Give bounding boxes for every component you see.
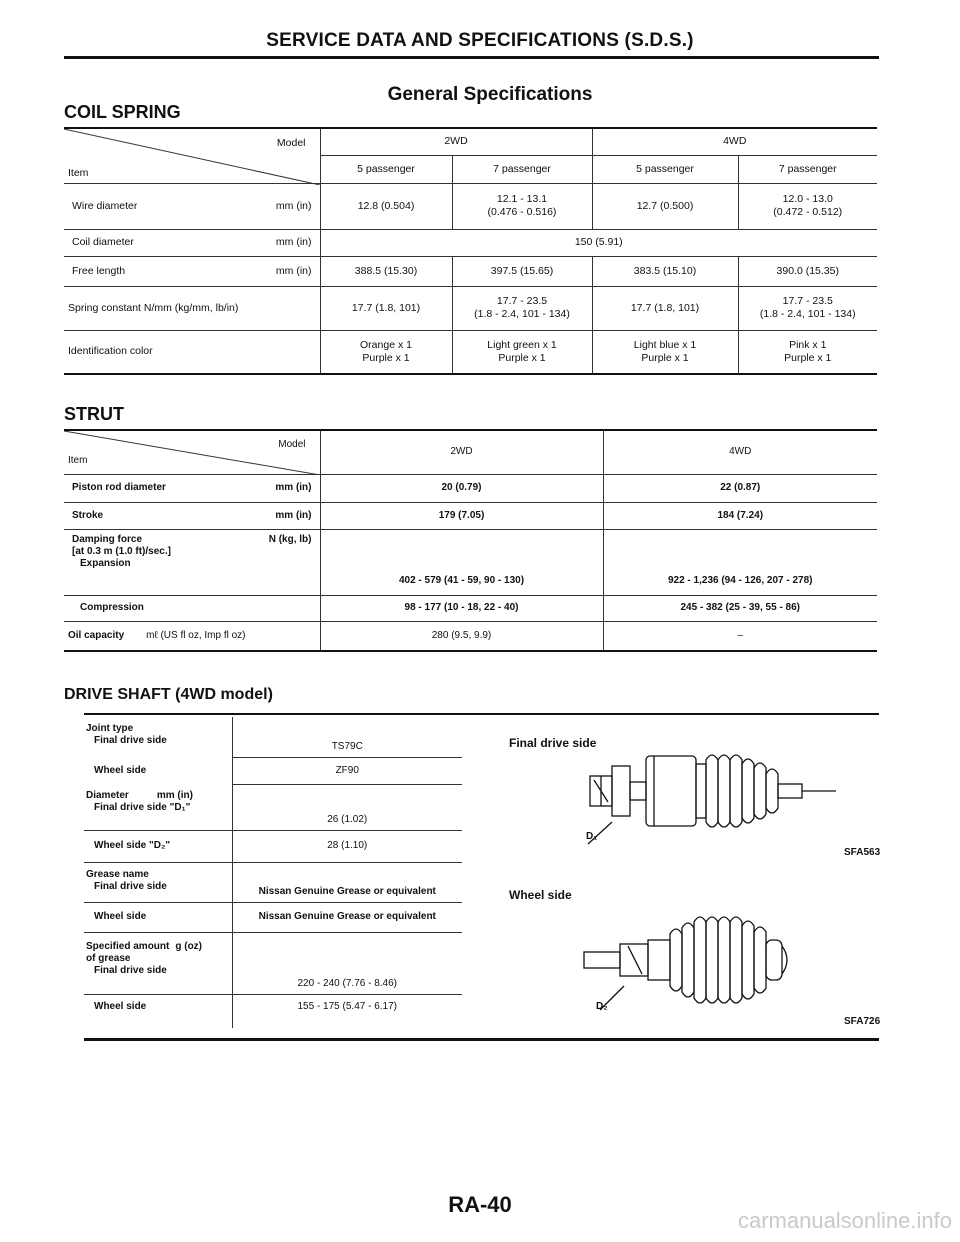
- table-cell: 397.5 (15.65): [452, 256, 592, 286]
- strut-col-4wd: 4WD: [603, 430, 877, 474]
- ds-row-diameter-wheel: Wheel side "D₂" 28 (1.10): [84, 830, 462, 862]
- ds-row-diameter-final: Diameter mm (in) Final drive side "D₁" 26 (1.02): [84, 784, 462, 830]
- coil-group-2wd: 2WD: [320, 128, 592, 155]
- ds-row-amount-final: Specified amount g (oz) of grease Final drive side 220 - 240 (7.76 - 8.46): [84, 932, 462, 994]
- coil-subheader: 7 passenger: [452, 155, 592, 183]
- ds-row-amount-wheel: Wheel side 155 - 175 (5.47 - 6.17): [84, 994, 462, 1028]
- drive-shaft-top-rule: [84, 713, 879, 715]
- ds-row-joint-wheel: Wheel side ZF90: [84, 757, 462, 784]
- table-cell: 28 (1.10): [232, 830, 462, 862]
- strut-corner-item: Item: [68, 455, 88, 466]
- coil-row-free-length: [64, 256, 877, 286]
- sfa726-code: SFA726: [844, 1016, 881, 1027]
- row-label: Free length: [72, 264, 126, 277]
- row-label: Coil diameter: [72, 236, 134, 248]
- strut-row-damping-expansion: Damping force N (kg, lb) [at 0.3 m (1.0 ft)/sec.] Expansion 402 - 579 (41 - 59, 90 - 130) 922 - 1,236 (94 - 126, 207 - 278): [64, 529, 877, 595]
- table-cell: 98 - 177 (10 - 18, 22 - 40): [320, 595, 603, 621]
- row-label: Identification color: [68, 345, 153, 358]
- table-cell: TS79C: [232, 717, 462, 757]
- table-cell: 390.0 (15.35): [738, 256, 877, 286]
- table-cell: 922 - 1,236 (94 - 126, 207 - 278): [603, 529, 877, 595]
- table-cell: 12.8 (0.504): [320, 183, 452, 229]
- ds-row-grease-final: Grease name Final drive side Nissan Genuine Grease or equivalent: [84, 862, 462, 902]
- general-specifications-title: General Specifications: [387, 84, 593, 105]
- strut-row-oil-capacity: Oil capacity mℓ (US fl oz, Imp fl oz) 280 (9.5, 9.9) –: [64, 621, 877, 651]
- final-drive-shaft-diagram: [580, 746, 850, 850]
- table-cell: ZF90: [232, 757, 462, 784]
- strut-row-stroke: Stroke mm (in) 179 (7.05) 184 (7.24): [64, 502, 877, 529]
- page-number: RA-40: [448, 1192, 512, 1217]
- drive-shaft-bottom-rule: [84, 1038, 879, 1041]
- table-cell: 245 - 382 (25 - 39, 55 - 86): [603, 595, 877, 621]
- coil-corner-cell: [64, 128, 320, 183]
- d2-dimension-label: D₂: [596, 1001, 608, 1012]
- table-cell: 220 - 240 (7.76 - 8.46): [232, 932, 462, 994]
- coil-row-wire-diameter: [64, 183, 877, 229]
- table-cell: Orange x 1 Purple x 1: [320, 330, 452, 374]
- table-cell: 17.7 - 23.5 (1.8 - 2.4, 101 - 134): [452, 286, 592, 330]
- corner-diagonal: [64, 431, 320, 475]
- strut-table: [64, 429, 877, 652]
- table-cell: 17.7 (1.8, 101): [592, 286, 738, 330]
- row-label: Wire diameter: [72, 199, 138, 212]
- sfa563-code: SFA563: [844, 847, 881, 858]
- table-cell: Light green x 1 Purple x 1: [452, 330, 592, 374]
- table-cell: 22 (0.87): [603, 474, 877, 502]
- strut-corner-cell: [64, 430, 320, 474]
- page-header-title: SERVICE DATA AND SPECIFICATIONS (S.D.S.): [266, 30, 694, 51]
- table-cell: 179 (7.05): [320, 502, 603, 529]
- wheel-side-diagram-title: Wheel side: [509, 888, 572, 902]
- strut-col-2wd: 2WD: [320, 430, 603, 474]
- header-rule: [64, 56, 879, 59]
- row-unit: mm (in): [275, 236, 312, 248]
- table-cell: 17.7 - 23.5 (1.8 - 2.4, 101 - 134): [738, 286, 877, 330]
- table-cell: 402 - 579 (41 - 59, 90 - 130): [320, 529, 603, 595]
- strut-title: STRUT: [64, 404, 124, 424]
- table-cell: 388.5 (15.30): [320, 256, 452, 286]
- ds-row-joint-final: Joint type Final drive side TS79C: [84, 717, 462, 757]
- wheel-shaft-diagram: [580, 906, 830, 1016]
- table-cell: Nissan Genuine Grease or equivalent: [232, 862, 462, 902]
- table-cell: Nissan Genuine Grease or equivalent: [232, 902, 462, 932]
- coil-group-4wd: 4WD: [592, 128, 877, 155]
- table-cell: 280 (9.5, 9.9): [320, 621, 603, 651]
- table-cell: Pink x 1 Purple x 1: [738, 330, 877, 374]
- table-cell: 17.7 (1.8, 101): [320, 286, 452, 330]
- strut-row-piston: Piston rod diameter mm (in) 20 (0.79) 22 (0.87): [64, 474, 877, 502]
- table-cell: 155 - 175 (5.47 - 6.17): [297, 1000, 397, 1012]
- table-cell: 26 (1.02): [232, 784, 462, 830]
- row-unit: mm (in): [275, 264, 312, 277]
- coil-row-coil-diameter: [64, 229, 877, 256]
- drive-shaft-table: [84, 717, 462, 1028]
- watermark-text: carmanualsonline.info: [737, 1208, 952, 1233]
- table-cell: 12.0 - 13.0 (0.472 - 0.512): [738, 183, 877, 229]
- coil-corner-model: Model: [276, 137, 306, 149]
- table-cell: 383.5 (15.10): [592, 256, 738, 286]
- table-cell: 150 (5.91): [320, 229, 877, 256]
- coil-spring-table: [64, 127, 877, 375]
- table-cell: Light blue x 1 Purple x 1: [592, 330, 738, 374]
- table-cell: 12.7 (0.500): [592, 183, 738, 229]
- coil-spring-title: COIL SPRING: [64, 102, 181, 122]
- row-label: Spring constant N/mm (kg/mm, lb/in): [68, 301, 239, 314]
- coil-corner-item: Item: [68, 167, 89, 179]
- coil-row-identification-color: [64, 330, 877, 374]
- coil-subheader: 5 passenger: [320, 155, 452, 183]
- table-cell: 12.1 - 13.1 (0.476 - 0.516): [452, 183, 592, 229]
- d1-dimension-label: D₁: [586, 831, 598, 842]
- table-cell: 184 (7.24): [603, 502, 877, 529]
- strut-row-damping-compression: Compression 98 - 177 (10 - 18, 22 - 40) 245 - 382 (25 - 39, 55 - 86): [64, 595, 877, 621]
- row-unit: mm (in): [275, 199, 312, 212]
- strut-corner-model: Model: [278, 439, 306, 450]
- coil-row-spring-constant: [64, 286, 877, 330]
- coil-subheader: 5 passenger: [592, 155, 738, 183]
- ds-row-grease-wheel: Wheel side Nissan Genuine Grease or equivalent: [84, 902, 462, 932]
- table-cell: –: [603, 621, 877, 651]
- final-drive-side-diagram-title: Final drive side: [509, 736, 597, 750]
- drive-shaft-title: DRIVE SHAFT (4WD model): [64, 686, 273, 703]
- table-cell: 20 (0.79): [320, 474, 603, 502]
- coil-subheader: 7 passenger: [738, 155, 877, 183]
